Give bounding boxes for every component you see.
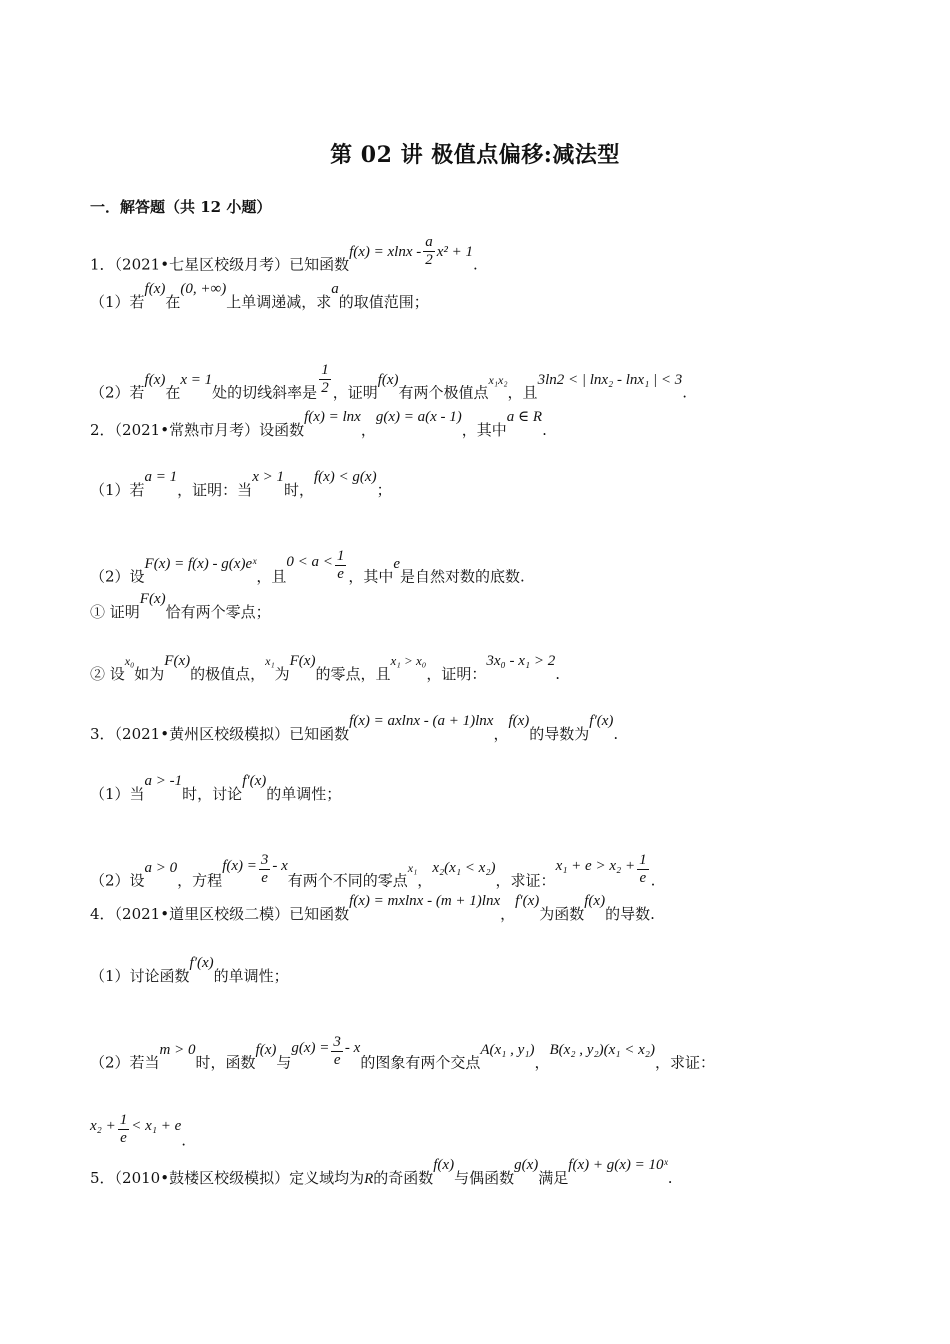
question-1-stem [90, 234, 478, 283]
question-4-part-1 [90, 955, 289, 987]
q3p2-x1: x₁ [407, 860, 418, 875]
q4p2-g-tail: - x [344, 1039, 361, 1056]
q2c2-text-c: 的极值点， [190, 665, 266, 683]
q4p2-point-A: A(x₁ , y₁) [480, 1041, 535, 1058]
q4-stem-d: 的导数. [605, 905, 655, 923]
q2p2-frac-den: e [337, 566, 344, 582]
q1p2-end: . [682, 383, 688, 402]
q2c2-text-a: ② 设 [90, 665, 125, 683]
section-heading: 一．解答题（共 12 小题） [90, 198, 272, 216]
q2p1-text-b: ，证明：当 [177, 481, 253, 499]
q4p2-goal-frac [118, 1112, 130, 1147]
q3p2-text-b: ，方程 [177, 871, 223, 890]
q3p1-text-b: 时，讨论 [182, 785, 243, 803]
question-2-item-2 [90, 653, 560, 685]
q3p2-text-a: （2）设 [90, 871, 145, 890]
q2p2-frac-num: 1 [336, 548, 345, 564]
q2-function-f: f(x) = lnx [304, 409, 361, 425]
q3p2-goal-den: e [639, 870, 647, 886]
q2p2-text-d: 是自然对数的底数. [400, 567, 525, 586]
question-4-part-2 [90, 1034, 716, 1081]
q1p2-inequality: 3ln2 < | lnx₂ - lnx₁ | < 3 [537, 371, 683, 388]
page-title: 第 02 讲 极值点偏移:减法型 [330, 142, 620, 168]
question-4-goal [90, 1112, 187, 1159]
q4-stem-b: ， [500, 905, 516, 923]
q4p2-text-e: ，求证： [655, 1053, 716, 1072]
q2p1-text-c: 时， [283, 481, 314, 499]
q1p1-text-b: 在 [165, 293, 181, 311]
q1-fraction [423, 234, 435, 269]
q2c1-F: F(x) [139, 591, 166, 607]
q4p2-fx: f(x) [255, 1041, 277, 1058]
q2p2-inequality: 0 < a < [286, 553, 333, 570]
q1p2-text-a: （2）若 [90, 383, 145, 402]
q1p2-half-num: 1 [321, 362, 329, 378]
q4p2-frac-num: 3 [333, 1034, 341, 1050]
q2c1-text-b: 恰有两个零点； [165, 603, 271, 621]
q1-stem-end: . [473, 255, 478, 274]
q3p2-eq-tail: - x [272, 857, 288, 874]
q1p2-text-e: 有两个极值点 [398, 383, 489, 402]
q3-stem-b: ， [493, 725, 509, 743]
q5-stem-d: 满足 [538, 1169, 569, 1187]
q1p2-fx: f(x) [144, 371, 166, 388]
q1-stem-text: 1．（2021•七星区校级月考）已知函数 [90, 255, 350, 274]
q4-function-f: f(x) = mxlnx - (m + 1)lnx [349, 893, 501, 909]
q2p2-text-c: ，其中 [348, 567, 394, 586]
q3-function-f: f(x) = axlnx - (a + 1)lnx [349, 713, 494, 729]
q3-fx: f(x) [508, 713, 530, 729]
q4-stem-text: 4．（2021•道里区校级二模）已知函数 [90, 905, 350, 923]
question-2-part-1 [90, 469, 392, 501]
q3-stem-end: . [613, 725, 619, 743]
question-2-item-1 [90, 591, 271, 623]
q1p2-x-eq-1: x = 1 [180, 371, 213, 388]
q2c2-text-d: 为 [274, 665, 290, 683]
q2c2-F: F(x) [164, 653, 191, 669]
question-3-stem [90, 713, 619, 745]
q2p2-e: e [393, 555, 401, 572]
q3p2-eq: f(x) = [222, 857, 257, 874]
q3p1-fprime: f′(x) [242, 773, 267, 789]
q2p2-text-a: （2）设 [90, 567, 145, 586]
q4-stem-c: 为函数 [539, 905, 585, 923]
question-1-part-2 [90, 362, 688, 411]
q4p2-g: g(x) = [291, 1039, 330, 1056]
q2c2-end: . [555, 665, 560, 683]
q1p2-fx2: f(x) [377, 371, 399, 388]
q3p2-end: . [650, 871, 656, 890]
q4p2-text-c: 与 [276, 1053, 292, 1072]
q1p1-text-c: 上单调递减，求 [226, 293, 332, 311]
q1p1-text-d: 的取值范围； [338, 293, 429, 311]
q3p2-text-d: ， [417, 871, 433, 890]
q1-function-tail: x² + 1 [436, 243, 474, 260]
q5-stem-end: . [667, 1169, 673, 1187]
q1-function: f(x) = xlnx - [349, 243, 422, 260]
q2c1-text-a: ① 证明 [90, 603, 140, 621]
q4p2-frac-den: e [333, 1052, 341, 1068]
q2c2-inequality: x₁ > x₀ [390, 653, 427, 668]
q4-fx: f(x) [584, 893, 606, 909]
q2c2-x1: x₁ [265, 654, 275, 668]
q2p1-x-gt-1: x > 1 [252, 469, 284, 485]
question-2-part-2 [90, 548, 525, 595]
q1p1-interval: (0, +∞) [180, 281, 227, 297]
q1p1-var-a: a [331, 281, 339, 297]
q5-stem-b: 的奇函数 [373, 1169, 434, 1187]
q1p2-x1x2: x₁x₂ [488, 372, 508, 387]
q3p2-text-e: ，求证： [495, 871, 556, 890]
q1p1-text-a: （1）若 [90, 293, 145, 311]
q1-frac-num: a [425, 234, 433, 250]
q2c2-x0: x₀ [124, 654, 135, 668]
q4p2-text-a: （2）若当 [90, 1053, 160, 1072]
q1p2-half [319, 362, 331, 397]
q2c2-goal: 3x₀ - x₁ > 2 [486, 653, 556, 669]
q2p2-text-b: ，且 [256, 567, 287, 586]
q1p2-half-den: 2 [321, 380, 329, 396]
q4p2-cond: m > 0 [159, 1041, 196, 1058]
q2c2-text-e: 的零点，且 [315, 665, 391, 683]
q3p1-text-a: （1）当 [90, 785, 145, 803]
q2p1-inequality: f(x) < g(x) [313, 469, 377, 485]
q4p2-goal: x₂ + [90, 1117, 116, 1134]
q1p1-fx: f(x) [144, 281, 166, 297]
q4p2-goal-num: 1 [119, 1112, 128, 1128]
q4p2-point-B: B(x₂ , y₂)(x₁ < x₂) [549, 1041, 656, 1058]
q1p2-text-f: ，且 [507, 383, 538, 402]
q3p2-frac [259, 852, 271, 887]
q4-fprime: f′(x) [515, 893, 540, 909]
q4p2-text-d: 的图象有两个交点 [360, 1053, 481, 1072]
q4p1-fprime: f′(x) [189, 955, 214, 971]
q4p2-goal-den: e [120, 1130, 127, 1146]
q2c2-F2: F(x) [289, 653, 316, 669]
q1p2-text-b: 在 [165, 383, 181, 402]
q1p2-text-d: ，证明 [332, 383, 378, 402]
q3p2-frac-den: e [261, 870, 268, 886]
q2-stem-b: ，其中 [461, 421, 507, 439]
q4p2-sep: ， [534, 1053, 550, 1072]
q2p1-a-eq-1: a = 1 [144, 469, 178, 485]
q5-stem-text: 5．（2010•鼓楼区校级模拟）定义域均为 [90, 1169, 365, 1187]
q5-equation: f(x) + g(x) = 10ˣ [568, 1157, 668, 1173]
q4p1-text-a: （1）讨论函数 [90, 967, 190, 985]
q4p2-text-b: 时，函数 [195, 1053, 256, 1072]
q3p2-x2: x₂(x₁ < x₂) [432, 859, 496, 876]
q5-fx: f(x) [433, 1157, 455, 1173]
q2-stem-text: 2．（2021•常熟市月考）设函数 [90, 421, 305, 439]
question-3-part-1 [90, 773, 342, 805]
q5-R: R [364, 1171, 374, 1187]
q2p1-text-a: （1）若 [90, 481, 145, 499]
q3-fprime: f′(x) [589, 713, 614, 729]
question-5-stem [90, 1157, 673, 1189]
q4p2-end: . [181, 1131, 187, 1150]
q3p2-cond: a > 0 [144, 859, 178, 876]
q2-function-g: g(x) = a(x - 1) [375, 409, 462, 425]
q3-stem-c: 的导数为 [529, 725, 590, 743]
q2-stem-end: . [542, 421, 547, 439]
q5-stem-c: 与偶函数 [454, 1169, 515, 1187]
question-4-stem [90, 893, 655, 925]
q3p1-text-c: 的单调性； [266, 785, 342, 803]
q2p2-frac [335, 548, 347, 583]
q3p2-goal-frac [637, 852, 649, 887]
q2p2-F-def: F(x) = f(x) - g(x)eˣ [144, 555, 257, 572]
q3p2-goal: x₁ + e > x₂ + [555, 857, 636, 874]
question-2-stem [90, 409, 547, 441]
q1p2-text-c: 处的切线斜率是 [212, 383, 318, 402]
q3p2-frac-num: 3 [260, 852, 269, 868]
q3p2-goal-num: 1 [639, 852, 647, 868]
q2p1-text-d: ； [376, 481, 392, 499]
q2-sep: ， [360, 421, 376, 439]
q3-stem-text: 3．（2021•黄州区校级模拟）已知函数 [90, 725, 350, 743]
q4p2-frac [331, 1034, 343, 1069]
q2c2-text-f: ，证明： [426, 665, 487, 683]
question-1-part-1 [90, 281, 429, 313]
q2-a-in-R: a ∈ R [506, 409, 543, 425]
q3p2-text-c: 有两个不同的零点 [287, 871, 408, 890]
q3p1-cond: a > -1 [144, 773, 183, 789]
q1-frac-den: 2 [425, 252, 433, 268]
q2c2-text-b: 如为 [134, 665, 165, 683]
q4p1-text-b: 的单调性； [213, 967, 289, 985]
q4p2-goal-tail: < x₁ + e [131, 1117, 182, 1134]
q5-gx: g(x) [514, 1157, 539, 1173]
